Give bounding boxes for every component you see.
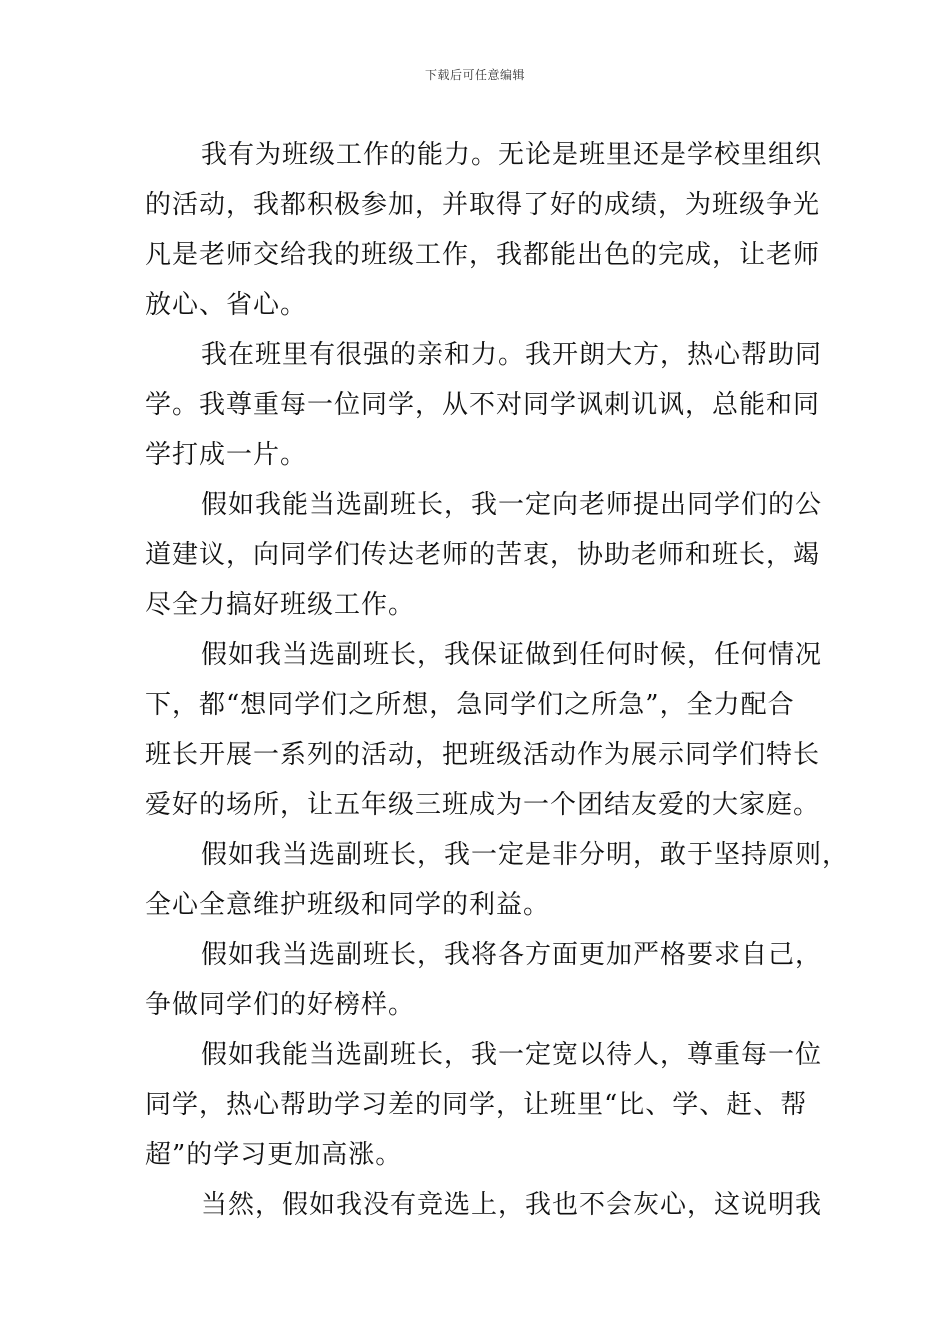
text-line: 全心全意维护班级和同学的利益。 bbox=[145, 890, 551, 920]
text-line: 超”的学习更加高涨。 bbox=[145, 1140, 403, 1170]
text-line: 爱好的场所，让五年级三班成为一个团结友爱的大家庭。 bbox=[145, 790, 821, 820]
text-line: 的活动，我都积极参加，并取得了好的成绩，为班级争光 bbox=[145, 190, 821, 220]
paragraph bbox=[145, 1030, 825, 1180]
text-line: 班长开展一系列的活动，把班级活动作为展示同学们特长 bbox=[145, 740, 821, 770]
text-line: 学打成一片。 bbox=[145, 440, 308, 470]
paragraph bbox=[145, 930, 825, 1030]
text-line: 同学，热心帮助学习差的同学，让班里“比、学、赶、帮 bbox=[145, 1090, 808, 1120]
text-line: 争做同学们的好榜样。 bbox=[145, 990, 416, 1020]
text-line: 假如我能当选副班长，我一定向老师提出同学们的公 bbox=[201, 490, 823, 520]
text-line: 假如我当选副班长，我保证做到任何时候，任何情况 bbox=[201, 640, 823, 670]
text-line: 我有为班级工作的能力。无论是班里还是学校里组织 bbox=[201, 140, 823, 170]
paragraph bbox=[145, 630, 825, 830]
text-line: 假如我当选副班长，我一定是非分明，敢于坚持原则， bbox=[201, 840, 850, 870]
text-line: 下，都“想同学们之所想，急同学们之所急”，全力配合 bbox=[145, 690, 795, 720]
text-line: 我在班里有很强的亲和力。我开朗大方，热心帮助同 bbox=[201, 340, 823, 370]
text-line: 当然，假如我没有竞选上，我也不会灰心，这说明我 bbox=[201, 1190, 823, 1220]
text-line: 假如我能当选副班长，我一定宽以待人，尊重每一位 bbox=[201, 1040, 823, 1070]
document-body bbox=[145, 130, 850, 1230]
text-line: 放心、省心。 bbox=[145, 290, 308, 320]
paragraph bbox=[145, 330, 825, 480]
paragraph bbox=[145, 130, 825, 330]
paragraph bbox=[145, 1180, 825, 1230]
paragraph bbox=[145, 480, 825, 630]
text-line: 凡是老师交给我的班级工作，我都能出色的完成，让老师 bbox=[145, 240, 821, 270]
text-line: 尽全力搞好班级工作。 bbox=[145, 590, 416, 620]
text-line: 假如我当选副班长，我将各方面更加严格要求自己， bbox=[201, 940, 823, 970]
paragraph bbox=[145, 830, 850, 930]
text-line: 道建议，向同学们传达老师的苦衷，协助老师和班长，竭 bbox=[145, 540, 821, 570]
text-line: 学。我尊重每一位同学，从不对同学讽刺讥讽，总能和同 bbox=[145, 390, 821, 420]
page-header: 下载后可任意编辑 bbox=[424, 68, 525, 82]
